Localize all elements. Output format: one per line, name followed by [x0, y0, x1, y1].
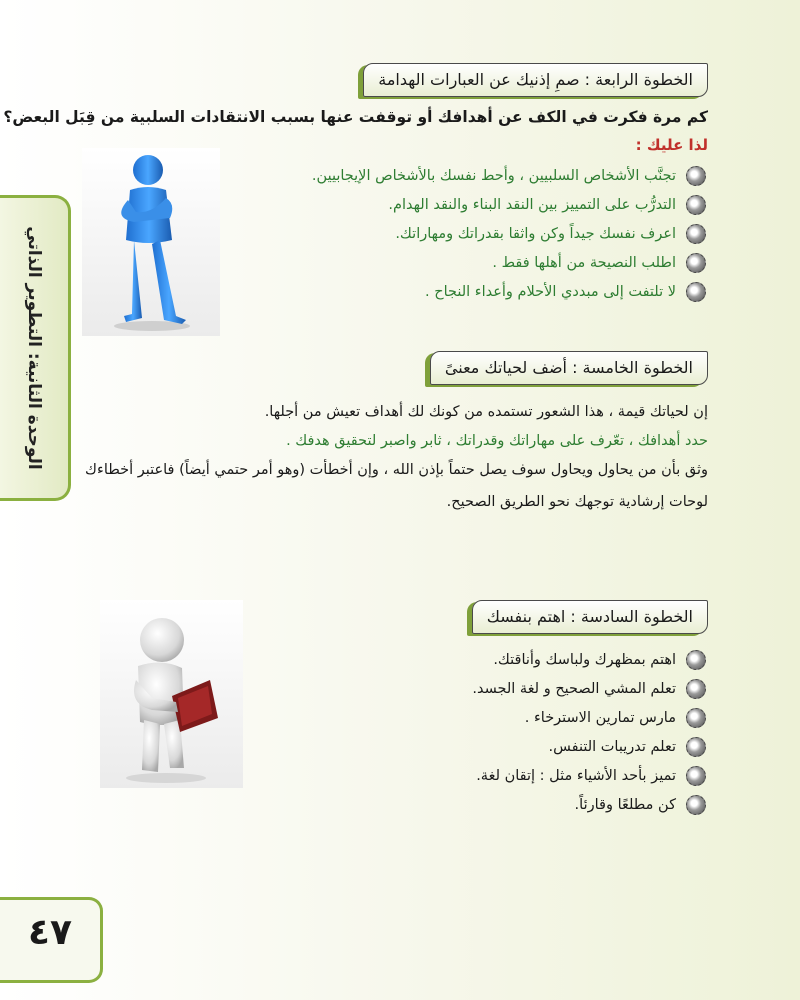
list-item: كن مطلعًا وقارئاً. — [472, 791, 708, 820]
step4-must-label: لذا عليك : — [635, 136, 708, 154]
gear-bullet-icon — [686, 224, 706, 244]
unit-side-tab — [0, 195, 71, 501]
step4-list — [312, 162, 708, 307]
gear-bullet-icon — [686, 795, 706, 815]
page-number: ٤٧ — [28, 912, 72, 953]
gear-bullet-icon — [686, 650, 706, 670]
step5-line3: وثق بأن من يحاول ويحاول سوف يصل حتماً بإذن الله ، وإن أخطأت (وهو أمر حتمي أيضاً) فاعتبر أخطاءك — [85, 462, 708, 478]
gear-bullet-icon — [686, 708, 706, 728]
reading-figure-icon — [100, 600, 243, 788]
step4-question: كم مرة فكرت في الكف عن أهدافك أو توقفت عنها بسبب الانتقادات السلبية من قِبَل البعض؟ — [3, 108, 708, 126]
list-item: تميز بأحد الأشياء مثل : إتقان لغة. — [472, 762, 708, 791]
list-item: تعلم المشي الصحيح و لغة الجسد. — [472, 675, 708, 704]
list-item: اهتم بمظهرك ولباسك وأناقتك. — [472, 646, 708, 675]
step5-line4: لوحات إرشادية توجهك نحو الطريق الصحيح. — [446, 494, 708, 510]
unit-side-tab-label: الوحدة الثانية: التطوير الذاتي — [24, 226, 44, 470]
list-item: التدرُّب على التمييز بين النقد البناء والنقد الهدام. — [312, 191, 708, 220]
gear-bullet-icon — [686, 766, 706, 786]
step6-list — [472, 646, 708, 820]
list-item: اطلب النصيحة من أهلها فقط . — [312, 249, 708, 278]
step4-heading: الخطوة الرابعة : صمِ إذنيك عن العبارات الهدامة — [363, 63, 708, 97]
blue-standing-man-figure — [82, 148, 220, 336]
gear-bullet-icon — [686, 282, 706, 302]
list-item: اعرف نفسك جيداً وكن واثقا بقدراتك ومهاراتك. — [312, 220, 708, 249]
gear-bullet-icon — [686, 166, 706, 186]
list-item: لا تلتفت إلى مبددي الأحلام وأعداء النجاح . — [312, 278, 708, 307]
gear-bullet-icon — [686, 737, 706, 757]
list-item: مارس تمارين الاسترخاء . — [472, 704, 708, 733]
gear-bullet-icon — [686, 679, 706, 699]
gear-bullet-icon — [686, 253, 706, 273]
page-number-box — [0, 897, 103, 983]
list-item: تجنَّب الأشخاص السلبيين ، وأحط نفسك بالأشخاص الإيجابيين. — [312, 162, 708, 191]
blue-figure-icon — [82, 148, 220, 336]
white-figure-reading-book — [100, 600, 243, 788]
step5-heading: الخطوة الخامسة : أضف لحياتك معنىً — [430, 351, 708, 385]
list-item: تعلم تدريبات التنفس. — [472, 733, 708, 762]
gear-bullet-icon — [686, 195, 706, 215]
step5-line1: إن لحياتك قيمة ، هذا الشعور تستمده من كونك لك أهداف تعيش من أجلها. — [264, 404, 708, 420]
step5-line2: حدد أهدافك ، تعّرف على مهاراتك وقدراتك ، ثابر واصبر لتحقيق هدفك . — [286, 433, 708, 449]
step6-heading: الخطوة السادسة : اهتم بنفسك — [472, 600, 708, 634]
